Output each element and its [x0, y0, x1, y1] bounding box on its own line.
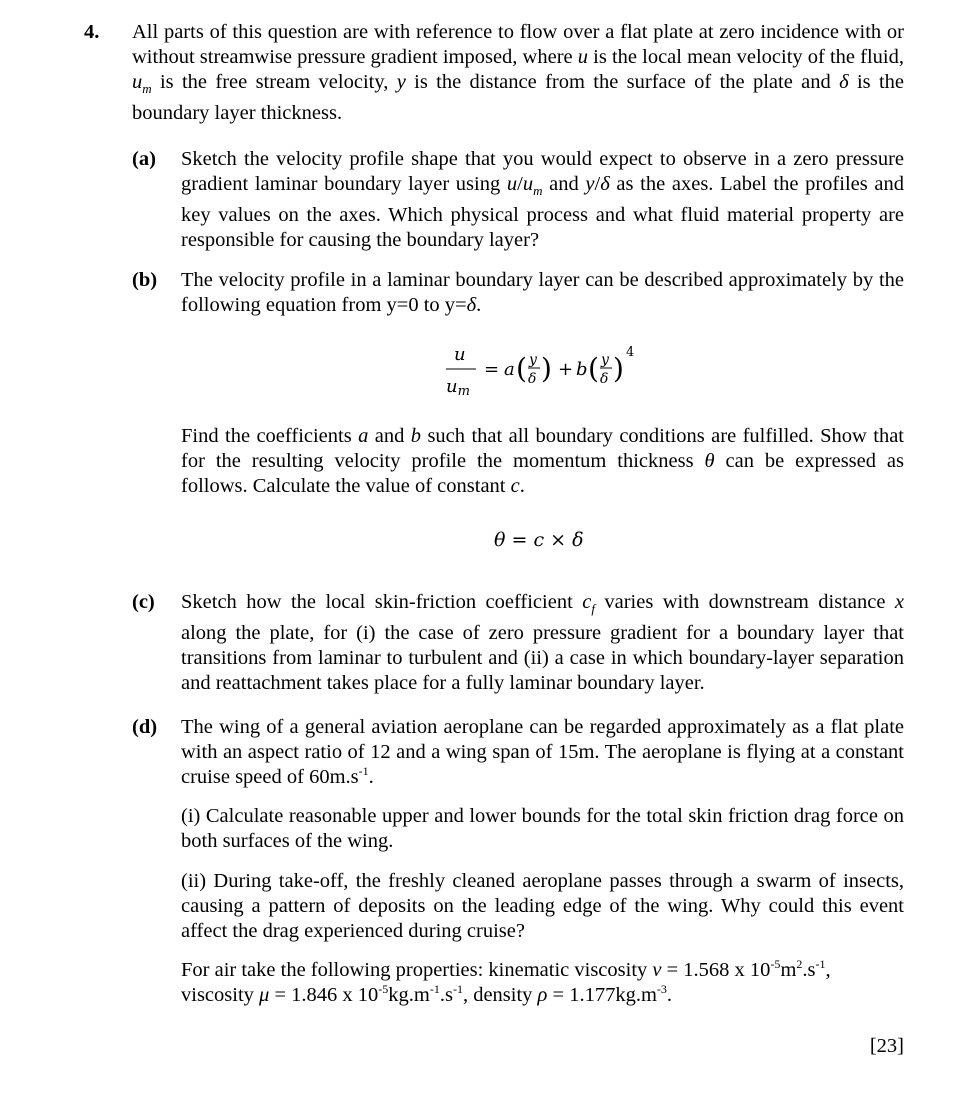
svg-text:a: a [504, 359, 515, 380]
part-d-sub-i: (i) Calculate reasonable upper and lower bounds for the total skin friction drag force on both surfaces of the wing. [181, 805, 904, 852]
svg-text:δ: δ [528, 371, 537, 387]
part-b-text2: Find the coefficients a and b such that all boundary conditions are fulfilled. Show that for the resulting velocity profile the momentum thickness θ can be expressed as follows. Calculate the value of constant c. [181, 425, 905, 497]
svg-text:=: = [484, 359, 500, 380]
total-marks: [23] [869, 1035, 904, 1057]
air-properties: For air take the following properties: kinematic viscosity ν = 1.568 x $10^{-5}m^2.s^{-1}$, viscosity μ = 1.846 x $10^{-5}kg.m^{-1}.s^{-1}$, density $\rho = 1.177kg.m^{-3}$. [181, 957, 831, 1006]
part-d-sub-ii: (ii) During take-off, the freshly cleaned aeroplane passes through a swarm of insects, causing a pattern of deposits on the leading edge of the wing. Why could this event affect the drag experienced during cruise? [181, 870, 904, 942]
part-b-text1: The velocity profile in a laminar boundary layer can be described approximately by the following equation from y=0 to y=δ. [181, 269, 904, 316]
svg-text:y: y [529, 352, 537, 368]
svg-text:+: + [558, 359, 574, 380]
question-intro: All parts of this question are with reference to flow over a flat plate at zero incidence with or without streamwise pressure gradient imposed, where u is the local mean velocity of the fluid, $u_m$ is the free stream velocity, y is the distance from the surface of the plate and δ is the boundary layer thickness. [132, 21, 905, 125]
part-a-label: (a) [132, 148, 156, 170]
question-number: 4. [84, 21, 100, 43]
svg-text:): ) [541, 352, 552, 385]
part-d-text: The wing of a general aviation aeroplane can be regarded approximately as a flat plate with an aspect ratio of 12 and a wing span of 15m. The aeroplane is flying at a constant cruise speed of $60m.s^{-1}$. [181, 716, 904, 788]
svg-text:y: y [601, 352, 609, 368]
part-c-text: Sketch how the local skin-friction coefficient $c_f$ varies with downstream distance x along the plate, for (i) the case of zero pressure gradient for a boundary layer that transitions from laminar to turbulent and (ii) a case in which boundary-layer separation and reattachment takes place for a fully laminar boundary layer. [181, 591, 904, 695]
momentum-thickness-equation: θ = c × δ [494, 529, 584, 551]
svg-text:b: b [576, 359, 588, 380]
svg-text:4: 4 [626, 345, 635, 360]
eq-lhs-den: um [446, 376, 470, 399]
eq-lhs-num: u [454, 344, 466, 365]
part-d-label: (d) [132, 716, 158, 738]
velocity-profile-equation [440, 340, 650, 402]
part-c-label: (c) [132, 591, 155, 613]
part-b-label: (b) [132, 269, 158, 291]
svg-text:δ: δ [600, 371, 609, 387]
svg-text:): ) [613, 352, 624, 385]
svg-text:(: ( [516, 352, 527, 385]
part-a-text: Sketch the velocity profile shape that you would expect to observe in a zero pressure gradient laminar boundary layer using $u/u_m$ and y/δ as the axes. Label the profiles and key values on the axes. Which physical process and what fluid material property are responsible for causing the boundary layer? [181, 148, 904, 252]
svg-text:(: ( [588, 352, 599, 385]
